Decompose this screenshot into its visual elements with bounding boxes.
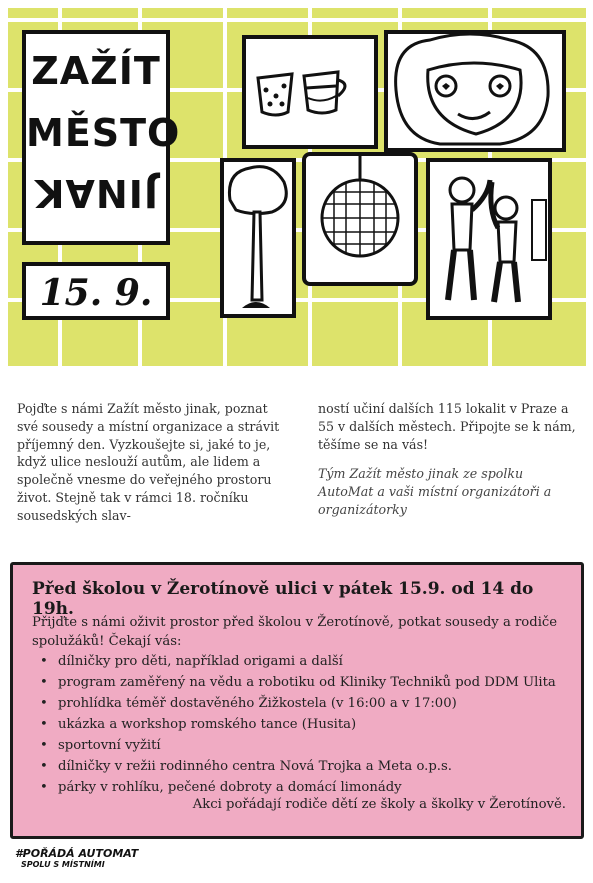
automat-logo xyxy=(15,848,138,870)
intro-paragraph-2: ností učiní dalších 115 lokalit v Praze a 55 v dalších městech. Připojte se k nám, těšíme se na vás! xyxy=(318,401,576,452)
event-box xyxy=(10,562,584,839)
disco-ball-icon xyxy=(304,154,416,284)
list-item: • prohlídka téměř dostavěného Žižkostela (v 16:00 a v 17:00) xyxy=(32,693,556,714)
logo-line-1: ZAŽÍT xyxy=(31,49,161,93)
hero-illustration xyxy=(0,0,593,372)
event-logo xyxy=(22,30,181,245)
footer-logo-line-2: SPOLU S MÍSTNÍMI xyxy=(21,860,105,869)
list-item: • program zaměřený na vědu a robotiku od Kliniky Techniků pod DDM Ulita xyxy=(32,672,556,693)
intro-paragraph-1: Pojďte s námi Zažít město jinak, poznat své sousedy a místní organizace a strávit příjemný den. Vyzkoušejte si, jaké to je, když ulice neslouží autům, ale lidem a společně vnesme do veřejného prostoru život. Stejně tak v rámci 18. ročníku sousedských slav- xyxy=(17,401,280,523)
logo-line-3: JINAK xyxy=(34,171,158,215)
list-item: • ukázka a workshop romského tance (Husita) xyxy=(32,714,556,735)
tree-icon xyxy=(222,160,294,316)
event-intro: Přijďte s námi oživit prostor před školou v Žerotínově, potkat sousedy a rodiče spolužáků! Čekají vás: xyxy=(32,615,558,649)
intro-column-2 xyxy=(318,400,580,519)
intro-signature: Tým Zažít město jinak ze spolku AutoMat a vaši místní organizátoři a organizátorky xyxy=(318,466,552,517)
footer-logo-line-1: #POŘÁDÁ AUTOMAT xyxy=(15,847,139,860)
date-box xyxy=(22,262,170,320)
event-program-list xyxy=(32,651,556,798)
list-item: • sportovní vyžití xyxy=(32,735,556,756)
coffee-cups-icon xyxy=(244,37,376,147)
list-item: • párky v rohlíku, pečené dobroty a domácí limonády xyxy=(32,777,556,798)
list-item: • dílničky pro děti, například origami a další xyxy=(32,651,556,672)
event-date: 15. 9. xyxy=(39,272,153,314)
dancing-astronauts-icon xyxy=(428,160,550,318)
event-organizer: Akci pořádají rodiče dětí ze školy a školky v Žerotínově. xyxy=(192,797,566,812)
smiling-face-icon xyxy=(386,32,564,150)
event-title: Před školou v Žerotínově ulici v pátek 15.9. od 14 do 19h. xyxy=(32,579,534,619)
list-item: • dílničky v režii rodinného centra Nová Trojka a Meta o.p.s. xyxy=(32,756,556,777)
logo-line-2: MĚSTO xyxy=(26,111,181,155)
intro-column-1 xyxy=(17,400,287,525)
